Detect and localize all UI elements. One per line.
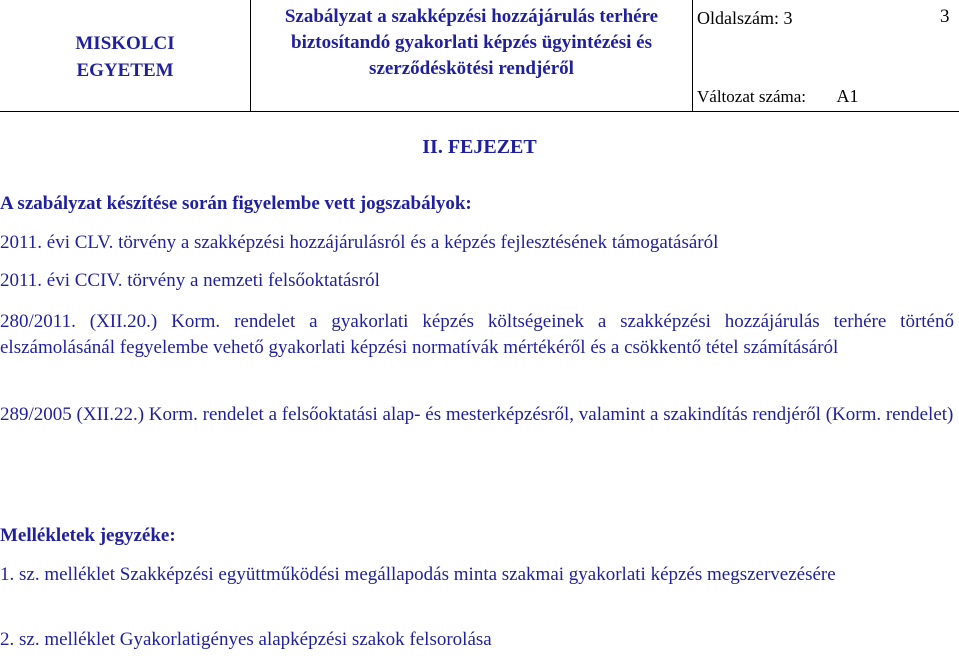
title-line-3: szerződéskötési rendjéről — [369, 58, 574, 79]
page-number-field — [697, 8, 792, 29]
page-number-label: Oldalszám: — [697, 8, 779, 28]
appendix-item: 1. sz. melléklet Szakképzési együttműködési megállapodás minta szakmai gyakorlati képzés megszervezésére — [0, 564, 836, 585]
header-divider — [692, 0, 693, 111]
title-line-2: biztosítandó gyakorlati képzés ügyintézési és — [291, 32, 652, 53]
law-item: 2011. évi CLV. törvény a szakképzési hozzájárulásról és a képzés fejlesztésének támogatásáról — [0, 232, 719, 253]
section-heading: A szabályzat készítése során figyelembe vett jogszabályok: — [0, 193, 472, 214]
title-line-1: Szabályzat a szakképzési hozzájárulás terhére — [284, 6, 659, 27]
appendix-heading: Mellékletek jegyzéke: — [0, 525, 176, 546]
law-item: 2011. évi CCIV. törvény a nemzeti felsőoktatásról — [0, 270, 380, 291]
appendix-item: 2. sz. melléklet Gyakorlatigényes alapképzési szakok felsorolása — [0, 629, 492, 650]
version-field — [697, 86, 859, 107]
version-value: A1 — [836, 86, 859, 106]
chapter-title: II. FEJEZET — [422, 136, 537, 158]
organization-name — [0, 30, 250, 84]
document-header — [0, 0, 959, 112]
organization-line-2: EGYETEM — [76, 60, 174, 81]
page-number-corner: 3 — [940, 6, 950, 27]
law-item: 280/2011. (XII.20.) Korm. rendelet a gyakorlati képzés költségeinek a szakképzési hozzájárulás terhére történő elszámolásánál fegyelembe vehető gyakorlati képzési normatívák mértékéről és a csökkentő tétel számításáról — [0, 311, 954, 358]
organization-line-1: MISKOLCI — [75, 33, 175, 54]
version-label: Változat száma: — [697, 87, 807, 106]
document-title — [251, 4, 692, 82]
law-item: 289/2005 (XII.22.) Korm. rendelet a felsőoktatási alap- és mesterképzésről, valamint a szakindítás rendjéről (Korm. rendelet) — [0, 404, 954, 425]
page-number-value: 3 — [783, 8, 793, 28]
header-bottom-rule — [0, 111, 959, 112]
